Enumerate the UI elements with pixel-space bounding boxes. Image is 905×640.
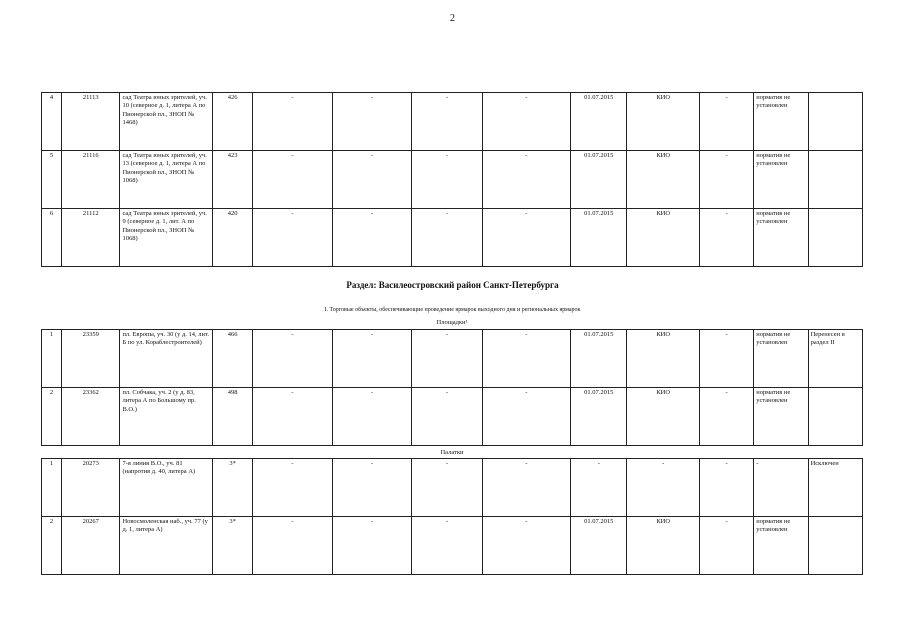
table-cell: Перенесен в раздел II [808,330,862,388]
table-row [42,151,863,209]
table-cell: - [253,517,332,575]
table-cell: КИО [627,151,699,209]
table-cell: - [253,330,332,388]
table-cell: - [332,93,411,151]
page-number: 2 [450,13,455,24]
table-cell: 4 [42,93,62,151]
table-cell: - [412,151,482,209]
table-cell [808,151,862,209]
table-cell: - [627,459,699,517]
table-cell: - [253,93,332,151]
table-cell: - [754,459,808,517]
table-cell: 21116 [62,151,120,209]
table-cell: КИО [627,330,699,388]
table-cell: 6 [42,209,62,267]
table-cell: норматив не установлен [754,517,808,575]
table-cell: Исключен [808,459,862,517]
table-sites [41,329,863,446]
table-row [42,459,863,517]
table-cell: 01.07.2015 [571,330,627,388]
table-row [42,330,863,388]
table-cell: - [482,209,571,267]
table-cell: 498 [213,388,253,446]
table-cell: КИО [627,517,699,575]
table-cell: норматив не установлен [754,151,808,209]
table-cell: КИО [627,93,699,151]
group-heading-tents: Палатки [440,449,464,456]
table-cell: - [332,517,411,575]
table-cell: - [482,151,571,209]
table-cell: 466 [213,330,253,388]
table-cell: - [412,209,482,267]
table-cell: норматив не установлен [754,330,808,388]
table-top [41,92,863,267]
table-cell: - [412,330,482,388]
table-cell [808,209,862,267]
table-cell: - [482,93,571,151]
table-cell: 1 [42,330,62,388]
table-cell: - [482,330,571,388]
table-cell: - [699,517,753,575]
table-cell: норматив не установлен [754,388,808,446]
table-cell: Новосмоленская наб., уч. 77 (у д. 1, литера А) [120,517,213,575]
table-cell: норматив не установлен [754,93,808,151]
table-cell: пл. Собчака, уч. 2 (у д. 83, литера А по Большому пр. В.О.) [120,388,213,446]
table-cell: КИО [627,209,699,267]
table-row [42,517,863,575]
table-cell: сад Театра юных зрителей, уч. 10 (северное д. 1, литера А по Пионерской пл., ЗНОП № 1468) [120,93,213,151]
table-cell: 3* [213,459,253,517]
table-cell: 20273 [62,459,120,517]
table-cell: - [332,388,411,446]
table-cell: - [253,209,332,267]
table-row [42,209,863,267]
section-title: Раздел: Василеостровский район Санкт-Петербурга [346,280,559,290]
table-cell: - [699,459,753,517]
table-cell: 2 [42,388,62,446]
table-cell: - [571,459,627,517]
table-cell: 20267 [62,517,120,575]
table-cell: - [253,388,332,446]
table-cell: 01.07.2015 [571,209,627,267]
table-cell: сад Театра юных зрителей, уч. 13 (северное д. 1, литера А по Пионерской пл., ЗНОП № 1068) [120,151,213,209]
table-cell: - [412,459,482,517]
table-cell: - [482,388,571,446]
table-cell: 21112 [62,209,120,267]
table-cell: - [699,388,753,446]
group-heading-sites: Площадки¹ [436,319,468,326]
table-cell [808,517,862,575]
table-cell: 01.07.2015 [571,93,627,151]
table-cell: сад Театра юных зрителей, уч. 9 (северное д. 1, лит. А по Пионерской пл., ЗНОП № 1068) [120,209,213,267]
table-cell: - [412,517,482,575]
table-cell: - [699,93,753,151]
table-cell: 23362 [62,388,120,446]
table-cell: - [699,330,753,388]
table-cell: 01.07.2015 [571,517,627,575]
table-cell: 01.07.2015 [571,388,627,446]
table-cell: норматив не установлен [754,209,808,267]
table-cell: 3* [213,517,253,575]
table-cell: КИО [627,388,699,446]
table-cell: - [412,93,482,151]
table-tents [41,458,863,575]
table-cell: - [699,151,753,209]
table-cell: 21113 [62,93,120,151]
table-cell: - [332,459,411,517]
table-cell: - [253,151,332,209]
table-cell: - [332,330,411,388]
table-row [42,388,863,446]
table-cell: 5 [42,151,62,209]
table-cell [808,93,862,151]
table-cell: - [699,209,753,267]
table-cell: 2 [42,517,62,575]
table-cell: - [253,459,332,517]
table-cell: - [332,209,411,267]
table-cell: 420 [213,209,253,267]
table-row [42,93,863,151]
table-cell: 23359 [62,330,120,388]
table-cell [808,388,862,446]
section-subtitle: I. Торговые объекты, обеспечивающие проведение ярмарок выходного дня и региональных ярмарок [324,307,581,313]
table-cell: - [412,388,482,446]
table-cell: - [332,151,411,209]
table-cell: 01.07.2015 [571,151,627,209]
table-cell: 426 [213,93,253,151]
table-cell: 1 [42,459,62,517]
table-cell: пл. Европы, уч. 30 (у д. 14, лит. Б по ул. Кораблестроителей) [120,330,213,388]
table-cell: - [482,517,571,575]
table-cell: 7-я линия В.О., уч. 81 (напротив д. 40, литера А) [120,459,213,517]
table-cell: 423 [213,151,253,209]
table-cell: - [482,459,571,517]
